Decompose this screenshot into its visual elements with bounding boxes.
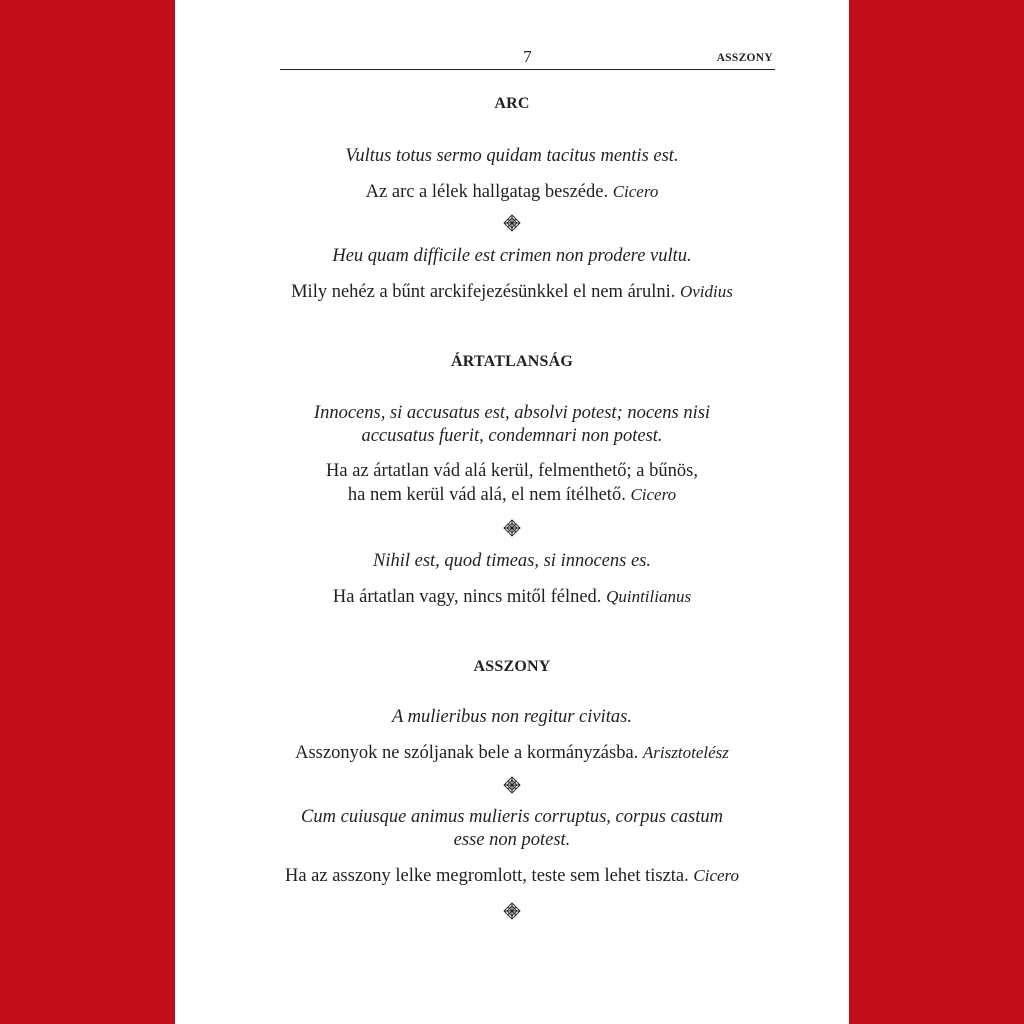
author: Ovidius (679, 282, 733, 301)
latin-quote: A mulieribus non regitur civitas. (392, 707, 632, 727)
section-heading-asszony: ASSZONY (473, 658, 551, 675)
latin-quote: Nihil est, quod timeas, si innocens es. (373, 551, 651, 571)
translation: Ha az ártatlan vád alá kerül, felmenthető; a bűnös, (326, 461, 698, 481)
author: Arisztotelész (642, 743, 729, 762)
author: Cicero (612, 182, 659, 201)
translation: Az arc a lélek hallgatag beszéde. Cicero (365, 182, 659, 202)
latin-quote: Vultus totus sermo quidam tacitus mentis est. (345, 146, 679, 166)
running-head (280, 47, 775, 70)
latin-quote: Heu quam difficile est crimen non prodere vultu. (332, 246, 692, 266)
diamond-ornament-icon (503, 902, 521, 920)
translation: ha nem kerül vád alá, el nem ítélhető. Cicero (347, 485, 677, 505)
translation: Asszonyok ne szóljanak bele a kormányzásba. Arisztotelész (295, 743, 729, 763)
translation: Ha az asszony lelke megromlott, teste sem lehet tiszta. Cicero (284, 866, 740, 886)
latin-quote: esse non potest. (453, 830, 571, 850)
diamond-ornament-icon (503, 776, 521, 794)
author: Cicero (630, 485, 677, 504)
author: Cicero (693, 866, 740, 885)
author: Quintilianus (606, 587, 692, 606)
page-number: 7 (523, 47, 532, 66)
translation: Ha ártatlan vagy, nincs mitől félned. Quintilianus (332, 587, 692, 607)
diamond-ornament-icon (503, 519, 521, 537)
section-heading-artatlansag: ÁRTATLANSÁG (451, 353, 573, 370)
section-heading-arc: ARC (494, 95, 530, 112)
diamond-ornament-icon (503, 214, 521, 232)
translation: Mily nehéz a bűnt arckifejezésünkkel el nem árulni. Ovidius (291, 282, 733, 302)
latin-quote: accusatus fuerit, condemnari non potest. (361, 426, 663, 446)
running-title: ASSZONY (716, 52, 773, 64)
book-page (175, 0, 849, 1024)
latin-quote: Cum cuiusque animus mulieris corruptus, corpus castum (301, 807, 723, 827)
latin-quote: Innocens, si accusatus est, absolvi potest; nocens nisi (313, 403, 711, 423)
